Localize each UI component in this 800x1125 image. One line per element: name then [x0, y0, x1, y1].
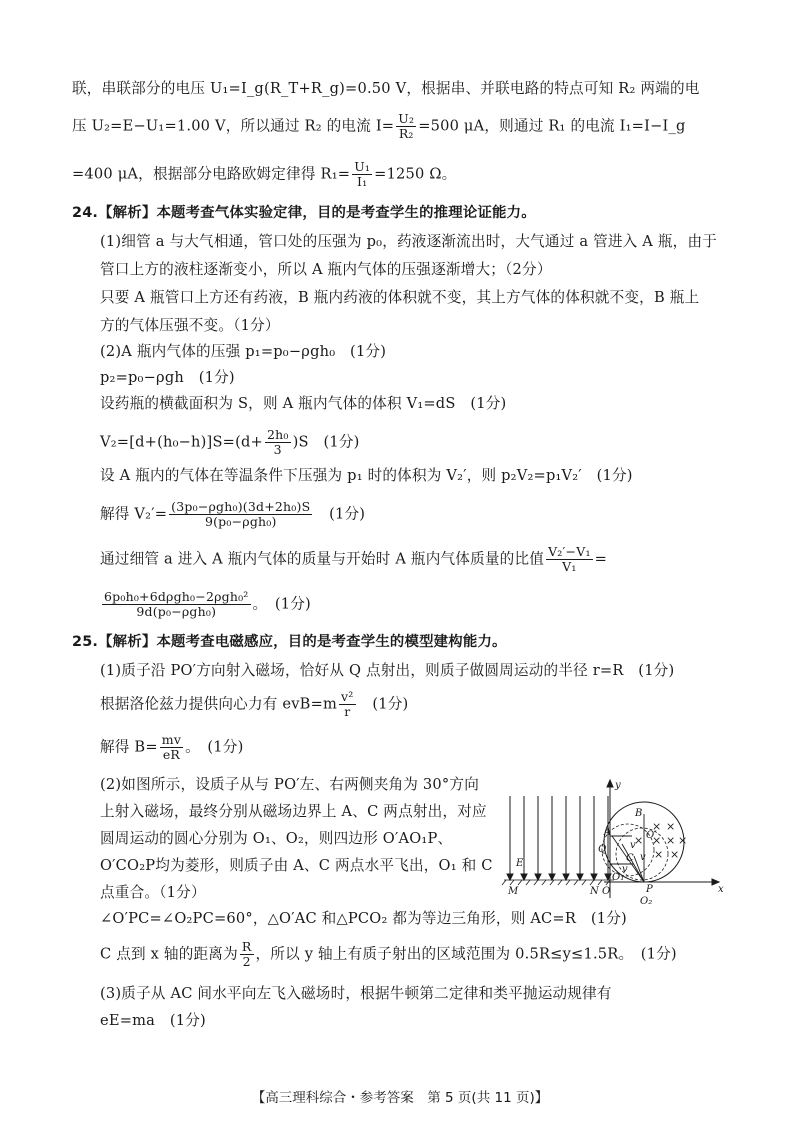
fraction [396, 112, 416, 141]
text-line: 上射入磁场，最终分别从磁场边界上 A、C 两点射出，对应 [100, 803, 487, 820]
text-line: p₂=p₀−ρgh (1分) [100, 369, 235, 386]
denominator: 2 [242, 954, 251, 969]
text-line: (1)细管 a 与大气相通，管口处的压强为 p₀，药液逐渐流出时，大气通过 a 管进入 A 瓶，由于 [100, 233, 718, 250]
label-P: P [646, 884, 653, 895]
text-line: eE=ma (1分) [100, 1012, 206, 1029]
text-line: (1)质子沿 PO′方向射入磁场，恰好从 Q 点射出，则质子做圆周运动的半径 r=R (1分) [100, 662, 675, 679]
cross-mark: × [654, 848, 664, 861]
text-seg: =400 μA，根据部分电路欧姆定律得 R₁= [72, 165, 351, 183]
text-line: 设药瓶的横截面积为 S，则 A 瓶内气体的体积 V₁=dS (1分) [100, 395, 507, 412]
numerator: U₁ [354, 159, 371, 174]
text-seg: ，所以 y 轴上有质子射出的区域范围为 0.5R≤y≤1.5R。 (1分) [255, 945, 677, 963]
numerator: mv [161, 732, 182, 747]
numerator: V₂′−V₁ [548, 544, 591, 559]
text-line: (3)质子从 AC 间水平向左飞入磁场时，根据牛顿第二定律和类平抛运动规律有 [100, 985, 612, 1002]
label-E: E [516, 858, 524, 869]
label-C: C [626, 853, 634, 864]
label-O1: O₁ [612, 872, 625, 883]
text-seg: 压 U₂=E−U₁=1.00 V，所以通过 R₂ 的电流 I= [72, 117, 395, 135]
cross-mark: × [670, 848, 680, 861]
label-v: v [630, 840, 636, 851]
text-line: 联，串联部分的电压 U₁=I_g(R_T+R_g)=0.50 V，根据串、并联电路的特点可知 R₂ 两端的电 [72, 80, 700, 97]
text-seg: 根据洛伦兹力提供向心力有 evB=m [100, 695, 338, 713]
text-line: 设 A 瓶内的气体在等温条件下压强为 p₁ 时的体积为 V₂′，则 p₂V₂=p₁V₂′ (1分) [100, 467, 633, 484]
denominator: I₁ [356, 174, 368, 189]
text-line [100, 590, 311, 619]
text-seg: = [594, 550, 608, 568]
cross-mark: × [666, 834, 676, 847]
label-y: y [615, 780, 621, 791]
text-seg: 解得 B= [100, 738, 158, 756]
label-O2: O₂ [640, 896, 653, 907]
label-M: M [508, 886, 519, 897]
cross-mark: × [634, 834, 644, 847]
text-line [100, 690, 408, 719]
text-line [72, 160, 456, 189]
text-seg: 。 (1分) [252, 595, 311, 613]
text-seg: V₂=[d+(h₀−h)]S=(d+ [100, 433, 263, 451]
label-O: O [602, 886, 611, 897]
text-line [100, 428, 360, 457]
text-seg: C 点到 x 轴的距离为 [100, 945, 238, 963]
numerator: U₂ [398, 111, 415, 126]
denominator: 3 [273, 442, 282, 457]
cross-mark: × [678, 834, 688, 847]
text-line [100, 545, 607, 574]
label-Q: Q [598, 844, 607, 855]
text-seg: (1分) [357, 695, 409, 713]
fraction [169, 500, 312, 529]
fraction [352, 160, 372, 189]
text-line: 点重合。（1分） [100, 884, 206, 901]
text-line: (2)A 瓶内气体的压强 p₁=p₀−ρgh₀ (1分) [100, 343, 387, 360]
fraction [240, 940, 254, 969]
denominator: eR [162, 747, 181, 762]
fraction [102, 590, 251, 619]
cross-mark: × [652, 820, 662, 833]
page-footer: 【高三理科综合・参考答案 第 5 页(共 11 页)】 [251, 1090, 549, 1106]
denominator: R₂ [398, 126, 414, 141]
denominator: r [344, 704, 351, 719]
label-O-prime: O′ [646, 830, 657, 841]
numerator: v² [341, 689, 354, 704]
text-seg: 通过细管 a 进入 A 瓶内气体的质量与开始时 A 瓶内气体质量的比值 [100, 550, 545, 568]
text-line: (2)如图所示，设质子从与 PO′左、右两侧夹角为 30°方向 [100, 776, 479, 793]
denominator: 9d(p₀−ρgh₀) [136, 604, 217, 619]
cross-mark: × [652, 834, 662, 847]
text-line [100, 940, 677, 969]
text-line: 圆周运动的圆心分别为 O₁、O₂，则四边形 O′AO₁P、 [100, 830, 453, 847]
label-A: A [604, 827, 612, 838]
fraction [160, 733, 183, 762]
text-seg: 解得 V₂′= [100, 505, 168, 523]
label-v: v [622, 864, 628, 875]
label-B: B [635, 808, 643, 819]
fraction [546, 545, 593, 574]
text-line: ∠O′PC=∠O₂PC=60°，△O′AC 和△PCO₂ 都为等边三角形，则 AC=R (1分) [100, 910, 627, 927]
denominator: V₁ [562, 559, 577, 574]
ground-hatch [502, 880, 614, 885]
section-heading-24: 24.【解析】本题考查气体实验定律，目的是考查学生的推理论证能力。 [72, 205, 536, 221]
numerator: 6p₀h₀+6dρgh₀−2ρgh₀² [104, 589, 249, 604]
label-v: v [640, 852, 646, 863]
label-N: N [590, 886, 599, 897]
text-line: 方的气体压强不变。（1分） [100, 317, 280, 334]
label-x: x [718, 884, 724, 895]
text-seg: =1250 Ω。 [374, 165, 457, 183]
text-seg: 。 (1分) [185, 738, 244, 756]
text-seg: )S (1分) [292, 433, 360, 451]
text-line [100, 500, 365, 529]
text-line [100, 733, 243, 762]
numerator: R [241, 939, 252, 954]
magnetic-field-diagram [494, 778, 734, 908]
text-line: 管口上方的液柱逐渐变小，所以 A 瓶内气体的压强逐渐增大；（2分） [100, 261, 552, 278]
section-heading-25: 25.【解析】本题考查电磁感应，目的是考查学生的模型建构能力。 [72, 634, 507, 650]
text-line: 只要 A 瓶管口上方还有药液，B 瓶内药液的体积就不变，其上方气体的体积就不变，B 瓶上 [100, 289, 700, 306]
denominator: 9(p₀−ρgh₀) [204, 514, 277, 529]
text-seg: =500 μA，则通过 R₁ 的电流 I₁=I−I_g [418, 117, 686, 135]
fraction [339, 690, 355, 719]
cross-mark: × [666, 820, 676, 833]
fraction [265, 428, 291, 457]
text-line: O′CO₂P均为菱形，则质子由 A、C 两点水平飞出，O₁ 和 C [100, 857, 493, 874]
text-seg: (1分) [314, 505, 366, 523]
text-line [72, 112, 686, 141]
numerator: 2h₀ [266, 427, 289, 442]
numerator: (3p₀−ρgh₀)(3d+2h₀)S [171, 499, 311, 514]
